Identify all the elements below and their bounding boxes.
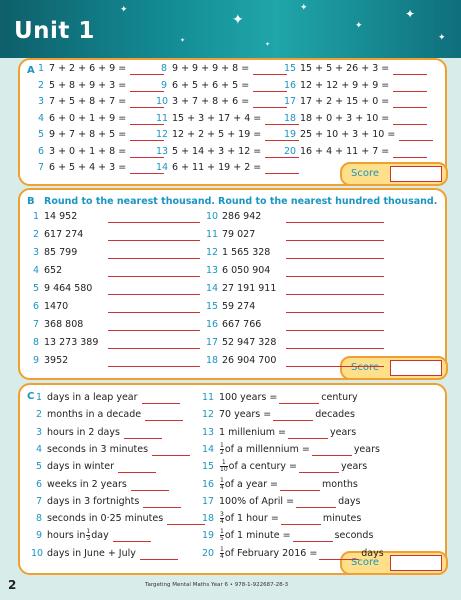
fraction-numerator: 1	[86, 528, 91, 536]
question-number: 5	[32, 283, 39, 294]
answer-blank[interactable]	[108, 265, 200, 277]
equation-text: 6 + 11 + 19 + 2 =	[172, 162, 262, 173]
fraction	[220, 460, 228, 473]
score-panel	[340, 162, 448, 186]
answer-blank[interactable]	[142, 392, 180, 404]
answer-blank[interactable]	[113, 530, 151, 542]
question-number: 1	[35, 392, 42, 403]
list-item	[202, 460, 367, 473]
list-item	[156, 128, 299, 141]
equation-text: 7 + 2 + 6 + 9 =	[49, 63, 127, 74]
answer-blank[interactable]	[281, 513, 321, 525]
question-number: 4	[32, 265, 39, 276]
list-item	[202, 478, 358, 491]
question-number: 14	[202, 443, 215, 455]
list-item	[156, 62, 287, 75]
question-number: 12	[156, 129, 169, 140]
answer-blank[interactable]	[167, 513, 205, 525]
question-text: hours in 2 days	[47, 426, 120, 438]
question-text: of 1 hour =	[224, 513, 279, 525]
list-item	[156, 161, 299, 174]
question-text: days in winter	[47, 461, 115, 473]
section-letter: A	[27, 65, 35, 76]
answer-blank[interactable]	[312, 444, 352, 456]
equation-text: 17 + 2 + 15 + 0 =	[300, 96, 390, 107]
list-item	[31, 210, 200, 223]
star-icon: ✦	[405, 7, 416, 21]
question-number: 8	[160, 63, 167, 74]
list-item	[284, 128, 433, 141]
answer-blank[interactable]	[279, 392, 319, 404]
answer-blank[interactable]	[140, 548, 178, 560]
unit-text: century	[321, 392, 358, 403]
answer-blank[interactable]	[393, 146, 427, 158]
answer-blank[interactable]	[145, 409, 183, 421]
question-number: 18	[284, 112, 297, 124]
list-item	[206, 228, 384, 241]
question-number: 17	[202, 495, 215, 507]
unit-text: days	[338, 495, 361, 507]
list-item	[156, 79, 287, 92]
question-number: 18	[206, 355, 219, 366]
number-text: 59 274	[222, 301, 256, 312]
list-item	[31, 354, 200, 367]
question-text: seconds in 0·25 minutes	[47, 513, 164, 525]
question-number: 9	[160, 79, 167, 91]
section-b	[18, 188, 447, 380]
star-icon: ✦	[120, 5, 128, 15]
footer-text: Targeting Mental Maths Year 6 • 978-1-922687-28-3	[145, 582, 289, 588]
unit-text: minutes	[322, 513, 362, 525]
question-text: 70 years =	[219, 409, 272, 421]
question-number: 13	[202, 426, 215, 438]
list-item	[202, 529, 373, 542]
question-text: weeks in 2 years	[47, 478, 127, 490]
list-item	[36, 128, 164, 141]
number-text: 14 952	[44, 211, 78, 222]
equation-text: 9 + 7 + 8 + 5 =	[49, 129, 127, 140]
list-item	[31, 300, 200, 313]
fraction	[220, 512, 224, 525]
list-item	[156, 112, 299, 125]
question-text: of 1 minute =	[224, 530, 291, 542]
question-text: of a year =	[224, 478, 279, 490]
equation-text: 16 + 4 + 11 + 7 =	[300, 145, 390, 157]
unit-text: months	[322, 478, 358, 490]
question-number: 10	[156, 96, 169, 107]
equation-text: 12 + 12 + 9 + 9 =	[300, 79, 390, 91]
list-item	[31, 478, 169, 491]
question-text: days in a leap year	[47, 392, 138, 403]
number-text: 9 464 580	[44, 283, 93, 294]
question-number: 15	[206, 301, 219, 312]
question-number: 4	[35, 443, 42, 455]
list-item	[31, 318, 200, 331]
question-number: 15	[284, 63, 297, 74]
star-icon: ✦	[355, 21, 363, 31]
list-item	[284, 95, 427, 108]
list-item	[31, 264, 200, 277]
list-item	[31, 246, 200, 259]
equation-text: 15 + 5 + 26 + 3 =	[300, 63, 390, 74]
answer-blank[interactable]	[286, 355, 384, 367]
fraction-denominator: 4	[220, 552, 224, 560]
question-text: of February 2016 =	[224, 547, 318, 559]
answer-blank[interactable]	[319, 548, 359, 560]
list-item	[36, 161, 164, 174]
list-item	[31, 460, 156, 473]
answer-blank[interactable]	[393, 96, 427, 108]
answer-blank[interactable]	[286, 265, 384, 277]
answer-blank[interactable]	[273, 409, 313, 421]
question-number: 1	[37, 63, 44, 74]
question-text: months in a decade	[47, 409, 142, 421]
list-item	[31, 495, 181, 508]
answer-blank[interactable]	[393, 113, 427, 125]
star-icon: ✦	[438, 33, 446, 43]
question-number: 6	[32, 301, 39, 312]
question-number: 3	[37, 96, 44, 107]
question-number: 9	[35, 530, 42, 542]
section-letter: B	[27, 196, 35, 207]
list-item	[206, 318, 384, 331]
fraction-numerator: 1	[221, 459, 226, 467]
list-item	[284, 112, 427, 125]
list-item	[202, 426, 356, 439]
list-item	[202, 408, 355, 421]
star-icon: ✦	[300, 3, 308, 13]
list-item	[206, 210, 384, 223]
unit-text: days	[361, 547, 384, 559]
fraction-numerator: 1	[220, 441, 224, 449]
question-text: seconds in 3 minutes	[47, 443, 149, 455]
number-text: 652	[44, 265, 63, 276]
list-item	[36, 95, 164, 108]
question-number: 2	[37, 79, 44, 91]
question-number: 7	[37, 162, 44, 173]
answer-blank[interactable]	[393, 80, 427, 92]
score-label: Score	[351, 557, 380, 568]
list-item	[284, 145, 427, 158]
fraction	[220, 529, 224, 542]
fraction-denominator: 10	[220, 466, 228, 474]
number-text: 13 273 389	[44, 337, 99, 348]
question-number: 6	[37, 145, 44, 157]
list-item	[31, 426, 162, 439]
question-number: 3	[35, 426, 42, 438]
score-input[interactable]	[390, 166, 442, 182]
question-number: 2	[32, 229, 39, 240]
list-item	[156, 145, 299, 158]
list-item	[31, 547, 178, 560]
question-number: 15	[202, 461, 215, 473]
fraction-denominator: 4	[220, 518, 224, 526]
unit-text: seconds	[334, 530, 374, 542]
list-item	[284, 62, 427, 75]
list-item	[206, 336, 384, 349]
heading-nearest-thousand: Round to the nearest thousand.	[44, 196, 215, 207]
equation-text: 6 + 0 + 1 + 9 =	[49, 112, 127, 124]
list-item	[206, 300, 384, 313]
number-text: 3952	[44, 355, 69, 366]
list-item	[36, 62, 164, 75]
answer-blank[interactable]	[286, 319, 384, 331]
fraction-denominator: 5	[220, 535, 224, 543]
number-text: 85 799	[44, 247, 78, 258]
answer-blank[interactable]	[286, 283, 384, 295]
answer-blank[interactable]	[286, 247, 384, 259]
list-item	[206, 282, 384, 295]
answer-blank[interactable]	[108, 337, 200, 349]
list-item	[36, 79, 164, 92]
question-text: 1 millenium =	[219, 426, 286, 438]
score-label: Score	[351, 168, 380, 179]
star-icon: ✦	[180, 37, 186, 44]
question-number: 8	[32, 337, 39, 348]
question-text: 100 years =	[219, 392, 278, 403]
section-c	[18, 383, 447, 575]
list-item	[206, 246, 384, 259]
page-number: 2	[8, 578, 17, 592]
list-item	[202, 443, 380, 456]
question-number: 7	[32, 319, 39, 330]
answer-blank[interactable]	[286, 301, 384, 313]
number-text: 27 191 911	[222, 283, 277, 294]
star-icon: ✦	[232, 12, 244, 28]
unit-text: years	[341, 461, 368, 473]
list-item	[202, 547, 384, 560]
answer-blank[interactable]	[399, 129, 433, 141]
equation-text: 18 + 0 + 3 + 10 =	[300, 112, 390, 124]
question-number: 2	[35, 409, 42, 421]
unit-text: years	[353, 443, 380, 455]
number-text: 6 050 904	[222, 265, 271, 276]
question-number: 9	[32, 355, 39, 366]
number-text: 52 947 328	[222, 337, 277, 348]
fraction-numerator: 1	[220, 528, 224, 536]
question-number: 17	[206, 337, 219, 348]
score-input[interactable]	[390, 360, 442, 376]
question-number: 11	[202, 392, 215, 403]
answer-blank[interactable]	[393, 63, 427, 75]
question-number: 16	[202, 478, 215, 490]
question-number: 5	[37, 129, 44, 140]
question-text: hours in	[47, 530, 86, 542]
answer-blank[interactable]	[152, 444, 190, 456]
unit-text: decades	[315, 409, 355, 421]
question-number: 14	[156, 162, 169, 173]
fraction	[220, 547, 224, 560]
list-item	[202, 512, 361, 525]
question-number: 11	[206, 229, 219, 240]
equation-text: 6 + 5 + 6 + 5 =	[172, 79, 250, 91]
answer-blank[interactable]	[143, 496, 181, 508]
equation-text: 3 + 7 + 8 + 6 =	[172, 96, 250, 107]
answer-blank[interactable]	[286, 229, 384, 241]
question-number: 12	[206, 247, 219, 258]
list-item	[202, 495, 361, 508]
list-item	[31, 443, 190, 456]
question-number: 10	[206, 211, 219, 222]
number-text: 1 565 328	[222, 247, 271, 258]
question-number: 6	[35, 478, 42, 490]
question-number: 3	[32, 247, 39, 258]
section-a	[18, 58, 447, 186]
equation-text: 12 + 2 + 5 + 19 =	[172, 129, 262, 140]
question-number: 10	[31, 547, 44, 559]
question-number: 7	[35, 495, 42, 507]
equation-text: 9 + 9 + 9 + 8 =	[172, 63, 250, 74]
list-item	[31, 512, 205, 525]
unit-header	[0, 0, 461, 58]
equation-text: 6 + 5 + 4 + 3 =	[49, 162, 127, 173]
unit-title: Unit 1	[14, 18, 95, 44]
question-number: 1	[32, 211, 39, 222]
number-text: 1470	[44, 301, 69, 312]
question-text: of a century =	[228, 461, 298, 473]
score-input[interactable]	[390, 555, 442, 571]
answer-blank[interactable]	[108, 247, 200, 259]
answer-blank[interactable]	[253, 96, 287, 108]
question-text: day	[91, 530, 109, 542]
question-number: 12	[202, 409, 215, 421]
question-number: 13	[206, 265, 219, 276]
heading-nearest-hundred-thousand: Round to the nearest hundred thousand.	[218, 196, 438, 207]
number-text: 26 904 700	[222, 355, 277, 366]
list-item	[284, 79, 427, 92]
fraction-denominator: 3	[86, 535, 91, 543]
answer-blank[interactable]	[108, 229, 200, 241]
equation-text: 5 + 14 + 3 + 12 =	[172, 145, 262, 157]
question-text: of a millennium =	[224, 443, 310, 455]
number-text: 617 274	[44, 229, 84, 240]
number-text: 79 027	[222, 229, 256, 240]
question-number: 8	[35, 513, 42, 525]
question-number: 16	[284, 79, 297, 91]
score-label: Score	[351, 362, 380, 373]
equation-text: 5 + 8 + 9 + 3 =	[49, 79, 127, 91]
question-number: 19	[284, 129, 297, 140]
fraction-numerator: 1	[220, 476, 224, 484]
question-text: days in 3 fortnights	[47, 495, 140, 507]
question-number: 5	[35, 461, 42, 473]
question-number: 13	[156, 145, 169, 157]
answer-blank[interactable]	[253, 80, 287, 92]
answer-blank[interactable]	[265, 162, 299, 174]
unit-text: years	[330, 426, 357, 438]
question-number: 19	[202, 530, 215, 542]
fraction	[86, 529, 90, 542]
list-item	[206, 354, 384, 367]
answer-blank[interactable]	[108, 211, 200, 223]
answer-blank[interactable]	[286, 337, 384, 349]
answer-blank[interactable]	[124, 427, 162, 439]
fraction	[220, 443, 224, 456]
question-number: 20	[284, 145, 297, 157]
question-number: 20	[202, 547, 215, 559]
list-item	[31, 282, 200, 295]
question-number: 18	[202, 513, 215, 525]
number-text: 368 808	[44, 319, 84, 330]
question-number: 17	[284, 96, 297, 107]
equation-text: 25 + 10 + 3 + 10 =	[300, 129, 396, 140]
answer-blank[interactable]	[131, 479, 169, 491]
number-text: 667 766	[222, 319, 262, 330]
answer-blank[interactable]	[253, 63, 287, 75]
list-item	[31, 391, 180, 404]
equation-text: 15 + 3 + 17 + 4 =	[172, 112, 262, 124]
question-text: days in June + July	[47, 547, 136, 559]
fraction-numerator: 3	[220, 511, 224, 519]
question-number: 4	[37, 112, 44, 124]
answer-blank[interactable]	[296, 496, 336, 508]
answer-blank[interactable]	[118, 461, 156, 473]
answer-blank[interactable]	[280, 479, 320, 491]
list-item	[206, 264, 384, 277]
question-number: 16	[206, 319, 219, 330]
fraction	[220, 478, 224, 491]
answer-blank[interactable]	[108, 319, 200, 331]
fraction-denominator: 2	[220, 448, 224, 456]
list-item	[202, 391, 358, 404]
fraction-denominator: 4	[220, 483, 224, 491]
answer-blank[interactable]	[286, 211, 384, 223]
list-item	[31, 408, 183, 421]
list-item	[36, 145, 164, 158]
answer-blank[interactable]	[299, 461, 339, 473]
question-text: 100% of April =	[219, 495, 295, 507]
fraction-numerator: 1	[220, 545, 224, 553]
answer-blank[interactable]	[108, 301, 200, 313]
star-icon: ✦	[265, 41, 271, 48]
question-number: 14	[206, 283, 219, 294]
answer-blank[interactable]	[288, 427, 328, 439]
question-number: 11	[156, 112, 169, 124]
list-item	[36, 112, 164, 125]
number-text: 286 942	[222, 211, 262, 222]
list-item	[156, 95, 287, 108]
list-item	[31, 228, 200, 241]
equation-text: 3 + 0 + 1 + 8 =	[49, 145, 127, 157]
equation-text: 7 + 5 + 8 + 7 =	[49, 96, 127, 107]
answer-blank[interactable]	[108, 283, 200, 295]
section-letter: C	[27, 391, 35, 402]
answer-blank[interactable]	[293, 530, 333, 542]
list-item	[31, 529, 151, 542]
list-item	[31, 336, 200, 349]
answer-blank[interactable]	[108, 355, 200, 367]
